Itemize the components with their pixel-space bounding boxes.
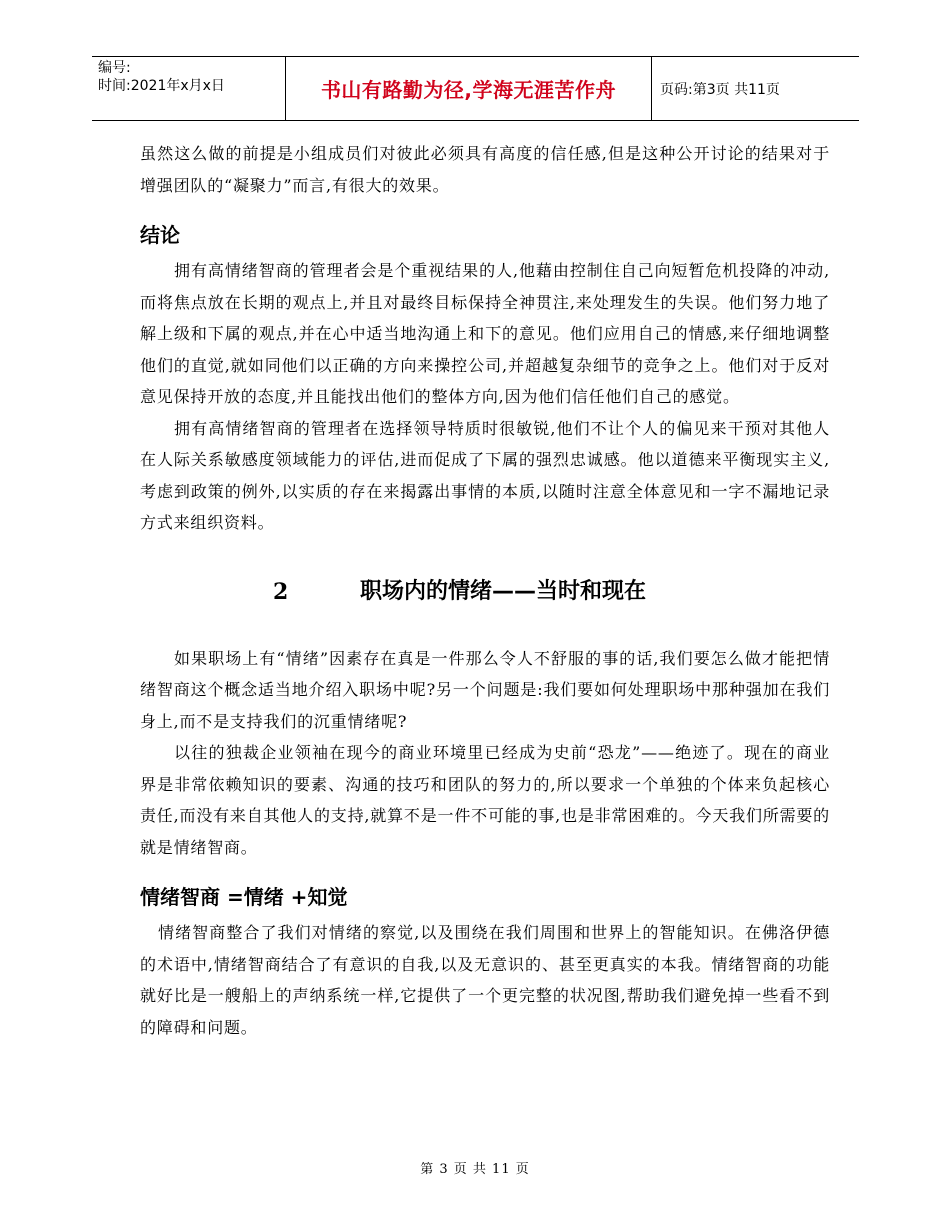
- chapter-heading: [140, 577, 830, 607]
- paragraph-6: 情绪智商整合了我们对情绪的察觉,以及围绕在我们周围和世界上的智能知识。在佛洛伊德的术语中,情绪智商结合了有意识的自我,以及无意识的、甚至更真实的本我。情绪智商的功能就好比是一艘船上的声纳系统一样,它提供了一个更完整的状况图,帮助我们避免掉一些看不到的障碍和问题。: [140, 923, 830, 1037]
- heading-conclusion: 结论: [140, 223, 180, 247]
- paragraph-5: 以往的独裁企业领袖在现今的商业环境里已经成为史前“恐龙”——绝迹了。现在的商业界是非常依赖知识的要素、沟通的技巧和团队的努力的,所以要求一个单独的个体来负起核心责任,而没有来自其他人的支持,就算不是一件不可能的事,也是非常困难的。今天我们所需要的就是情绪智商。: [140, 743, 830, 857]
- paragraph-1: 虽然这么做的前提是小组成员们对彼此必须具有高度的信任感,但是这种公开讨论的结果对于增强团队的“凝聚力”而言,有很大的效果。: [140, 144, 830, 195]
- page-footer: 第 3 页 共 11 页: [420, 1162, 530, 1177]
- chapter-number: 2: [273, 578, 289, 605]
- header-page-info: 页码:第3页 共11页: [660, 81, 780, 98]
- paragraph-4: 如果职场上有“情绪”因素存在真是一件那么令人不舒服的事的话,我们要怎么做才能把情绪智商这个概念适当地介绍入职场中呢?另一个问题是:我们要如何处理职场中那种强加在我们身上,而不是支持我们的沉重情绪呢?: [140, 648, 830, 731]
- heading-emotional-intelligence: 情绪智商 =情绪 +知觉: [140, 885, 348, 909]
- header-time-label: 时间:2021年x月x日: [98, 78, 225, 94]
- chapter-title: 职场内的情绪——当时和现在: [360, 578, 647, 604]
- header-meta: [92, 57, 286, 120]
- paragraph-2: 拥有高情绪智商的管理者会是个重视结果的人,他藉由控制住自己向短暂危机投降的冲动,而将焦点放在长期的观点上,并且对最终目标保持全神贯注,来处理发生的失误。他们努力地了解上级和下属的观点,并在心中适当地沟通上和下的意见。他们应用自己的情感,来仔细地调整他们的直觉,就如同他们以正确的方向来操控公司,并超越复杂细节的竞争之上。他们对于反对意见保持开放的态度,并且能找出他们的整体方向,因为他们信任他们自己的感觉。: [140, 261, 830, 406]
- page-header: [92, 56, 859, 121]
- header-motto: 书山有路勤为径,学海无涯苦作舟: [286, 57, 652, 120]
- paragraph-3: 拥有高情绪智商的管理者在选择领导特质时很敏锐,他们不让个人的偏见来干预对其他人在人际关系敏感度领域能力的评估,进而促成了下属的强烈忠诚感。他以道德来平衡现实主义,考虑到政策的例外,以实质的存在来揭露出事情的本质,以随时注意全体意见和一字不漏地记录方式来组织资料。: [140, 418, 830, 532]
- header-number-label: 编号:: [98, 60, 131, 76]
- document-body: [140, 138, 830, 1043]
